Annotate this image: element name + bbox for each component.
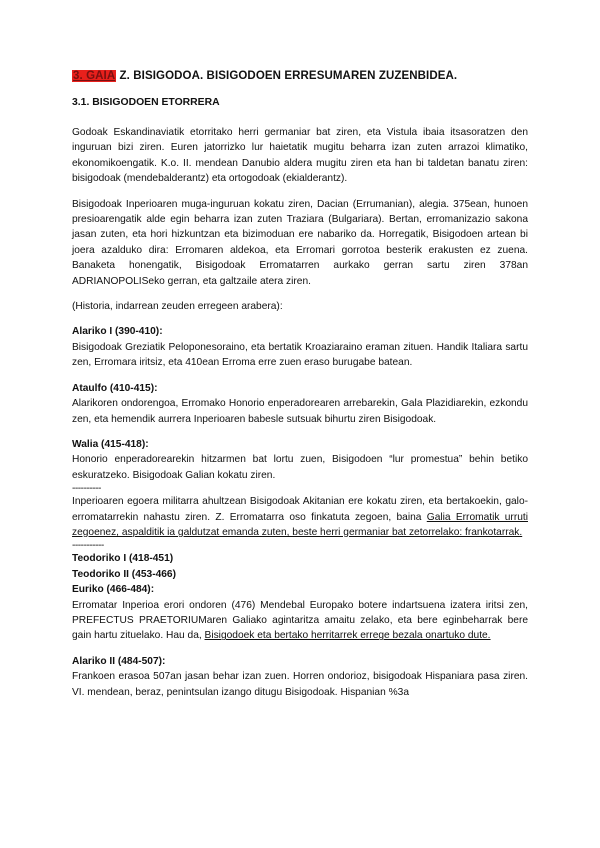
walia-text-2: Inperioaren egoera militarra ahultzean Bisigodoak Akitanian ere kokatu ziren, eta bertakoekin, galo-erromatarrekin nahastu ziren. Z. Erromatarra oso finkatuta zegoen, baina [72,496,528,523]
king-heading: Euriko (466-484): [72,584,155,596]
walia-akitania [72,494,528,540]
document-title [72,70,528,82]
king-ataulfo [72,381,528,427]
section-heading: 3.1. BISIGODOEN ETORRERA [72,97,220,108]
paragraph-godoak: Godoak Eskandinaviatik etorritako herri germaniar bat ziren, eta Vistula ibaia itsasoratzen den inguruan bizi ziren. Euren jatorrizko lur haietatik mugitu beharra izan zuten arrazoi klimatiko, ekonomikoengatik. K.o. II. mendean Danubio aldera mugitu ziren eta han bi taldetan banatu ziren: bisigodoak (mendebalderantz) eta ortogodoak (ekialderantz). [72,127,528,185]
separator-dashes: ---------- [72,483,101,495]
king-text: Alarikoren ondorengoa, Erromako Honorio enperadorearen arrebarekin, Gala Plazidiarekin, ezkondu zen, eta hemendik aurrera Inperioaren babesle sutsuak bihurtu ziren Bisigodoak. [72,398,528,425]
king-alariko-2 [72,654,528,700]
king-text: Honorio enperadorearekin hitzarmen bat lortu zuen, Bisigodoen “lur promestua” behin betiko eskuratzeko. Bisigodoak Galian kokatu ziren. [72,454,528,481]
king-text: Bisigodoak Greziatik Peloponesoraino, eta bertatik Kroaziaraino eraman zituen. Handik Italiara sartu zen, Erromara iritsiz, eta 410ean Erroma erre zuen eraso burugabe batean. [72,341,528,369]
king-teodoriko-2 [72,567,528,582]
king-alariko-1 [72,324,528,370]
king-heading: Alariko I (390-410): [72,326,163,338]
king-heading: Teodoriko II (453-466) [72,568,176,580]
paragraph-bisigodoak: Bisigodoak Inperioaren muga-inguruan kokatu ziren, Dacian (Errumanian), alegia. 375ean, hunoen presioarengatik alde egin beharra izan zuten Traziara (Bulgariara). Bertan, erromanizazio sakona jasan zuten, eta hori hizkuntzan eta bizimoduan ere nabariko da. Horregatik, Bisigodoen artean bi joera azalduko dira: Erromaren aldekoa, eta Erromari gorrotoa besterik erakusten ez zuena. Banaketa honengatik, Bisigodoak Erromatarren aurkako gerran sartu ziren 378an ADRIANOPOLISeko gerran, eta galtzaile atera ziren. [72,198,528,287]
king-walia [72,437,528,483]
walia-text-underlined: Galia Erromatik urruti zegoenez, aspalditik ia galdutzat emanda zuten, beste herri germaniar bat zetorrelako: frankotarrak. [72,511,528,538]
title-highlight: 3. GAIA [73,70,116,82]
separator-dashes-2: ----------- [72,540,104,552]
euriko-underlined: Bisigodoek eta bertako herritarrek errege bezala onartuko dute. [204,630,491,642]
king-heading: Ataulfo (410-415): [72,382,158,394]
paragraph-historia: (Historia, indarrean zeuden erregeen arabera): [72,301,283,313]
king-text: Erromatar Inperioa erori ondoren (476) Mendebal Europako botere indartsuena izatera iritsi zen, PREFECTUS PRAETORIUMaren Galiako agintaritza amaitu zelako, eta bere eginbeharrak bere gain hartu zituelako. Hau da, [72,599,528,642]
king-heading: Walia (415-418): [72,438,149,450]
king-euriko [72,582,528,644]
king-heading: Alariko II (484-507): [72,655,166,667]
king-heading: Teodoriko I (418-451) [72,553,174,565]
king-teodoriko-1 [72,551,528,566]
title-text: Z. BISIGODOA. BISIGODOEN ERRESUMAREN ZUZENBIDEA. [119,70,458,82]
king-text: Frankoen erasoa 507an jasan behar izan zuen. Horren ondorioz, bisigodoak Hispaniara pasa ziren. VI. mendean, beraz, penintsulan izango ditugu Bisigodoak. Hispanian %3a [72,671,528,698]
